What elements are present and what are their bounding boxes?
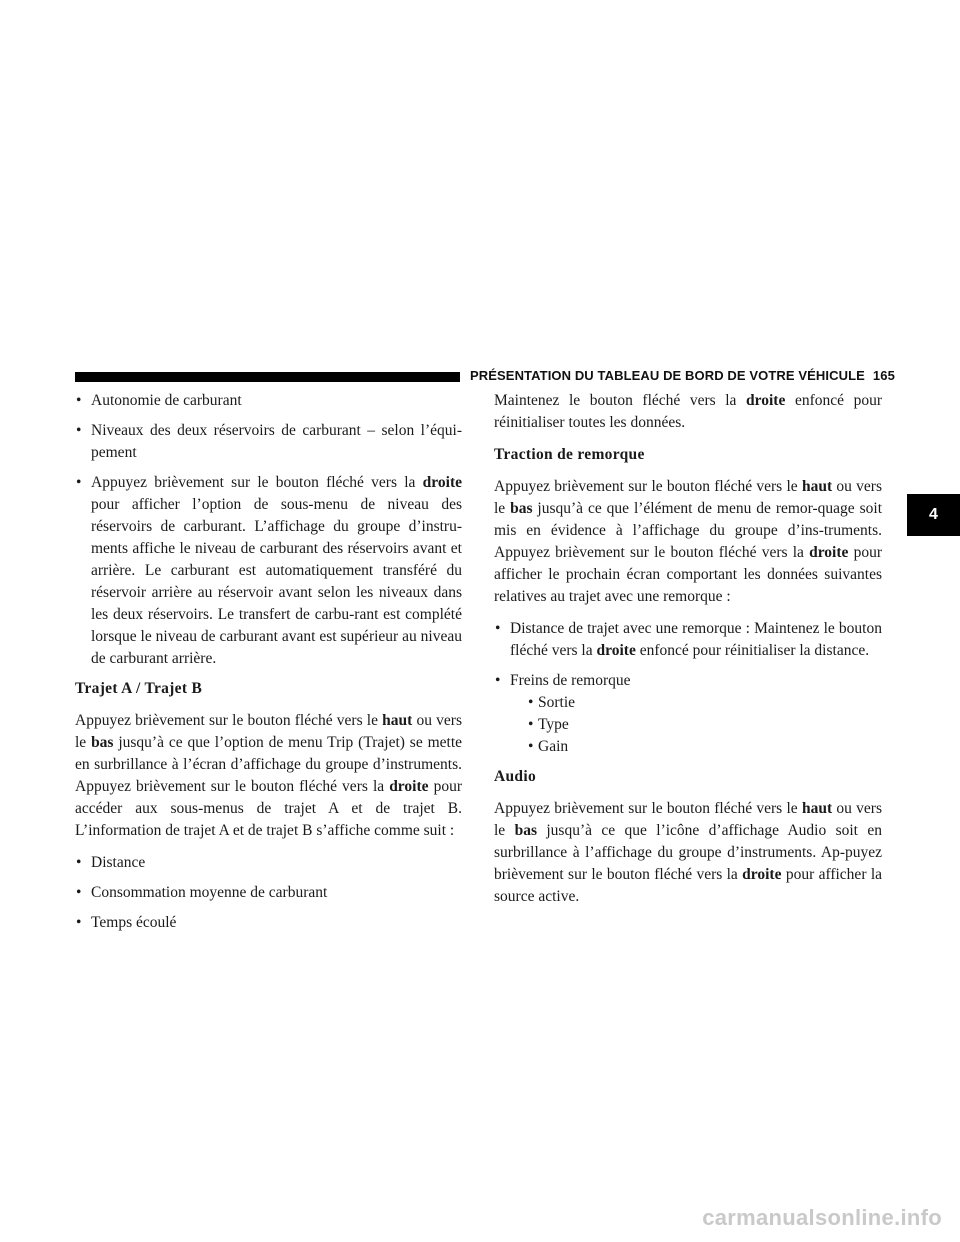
right-column [494,390,882,918]
list-item: • Consommation moyenne de carburant [75,882,462,904]
trip-heading: Trajet A / Trajet B [75,680,203,697]
list-item: • Distance de trajet avec une remorque : Maintenez le bouton fléché vers la droite enfoncé pour réinitialiser la distance. [494,618,882,662]
sub-list-item: • Type [528,714,882,736]
fuel-bullet-list [75,390,462,670]
sub-list-item: • Gain [528,736,882,758]
list-item: • Appuyez brièvement sur le bouton fléché vers la droite pour afficher l’option de sous-menu de niveau des réservoirs de carburant. L’affichage du groupe d’instru-ments affiche le niveau de carburant des réservoirs avant et arrière. Le carburant est automatiquement transféré du réservoir arrière au réservoir avant selon les niveaux dans les deux réservoirs. Le transfert de carbu-rant est complété lorsque le niveau de carburant avant est supérieur au niveau de carburant arrière. [75,472,462,670]
brake-sub-list [510,692,882,758]
list-item: • Autonomie de carburant [75,390,462,412]
sub-list-item: • Sortie [528,692,882,714]
towing-heading: Traction de remorque [494,446,645,463]
list-item: • Distance [75,852,462,874]
trip-bullet-list [75,852,462,934]
list-item: • Freins de remorque • Sortie • Type • Gain [494,670,882,758]
page-number: 165 [872,368,895,383]
watermark: carmanualsonline.info [702,1205,942,1230]
left-column [75,390,462,942]
towing-paragraph: Appuyez brièvement sur le bouton fléché vers le haut ou vers le bas jusqu’à ce que l’élément de menu de remor-quage soit mis en évidence à l’affichage du groupe d’ins-truments. Appuyez brièvement sur le bouton fléché vers la droite pour afficher le prochain écran comportant les données suivantes relatives au trajet avec une remorque : [494,478,882,605]
section-title: PRÉSENTATION DU TABLEAU DE BORD DE VOTRE VÉHICULE [470,368,865,383]
list-item: • Niveaux des deux réservoirs de carburant – selon l’équi-pement [75,420,462,464]
audio-heading: Audio [494,768,536,785]
list-item: • Temps écoulé [75,912,462,934]
audio-paragraph: Appuyez brièvement sur le bouton fléché vers le haut ou vers le bas jusqu’à ce que l’icône d’affichage Audio soit en surbrillance à l’affichage du groupe d’instruments. Ap-puyez brièvement sur le bouton fléché vers la droite pour afficher la source active. [494,800,882,905]
reset-paragraph: Maintenez le bouton fléché vers la droite enfoncé pour réinitialiser toutes les données. [494,392,882,431]
running-header [470,366,895,386]
chapter-tab: 4 [907,494,960,536]
header-rule [75,372,460,382]
towing-bullet-list [494,618,882,758]
trip-paragraph: Appuyez brièvement sur le bouton fléché vers le haut ou vers le bas jusqu’à ce que l’option de menu Trip (Trajet) se mette en surbrillance à l’écran d’affichage du groupe d’instruments. Appuyez brièvement sur le bouton fléché vers la droite pour accéder aux sous-menus de trajet A et de trajet B. L’information de trajet A et de trajet B s’affiche comme suit : [75,712,463,839]
